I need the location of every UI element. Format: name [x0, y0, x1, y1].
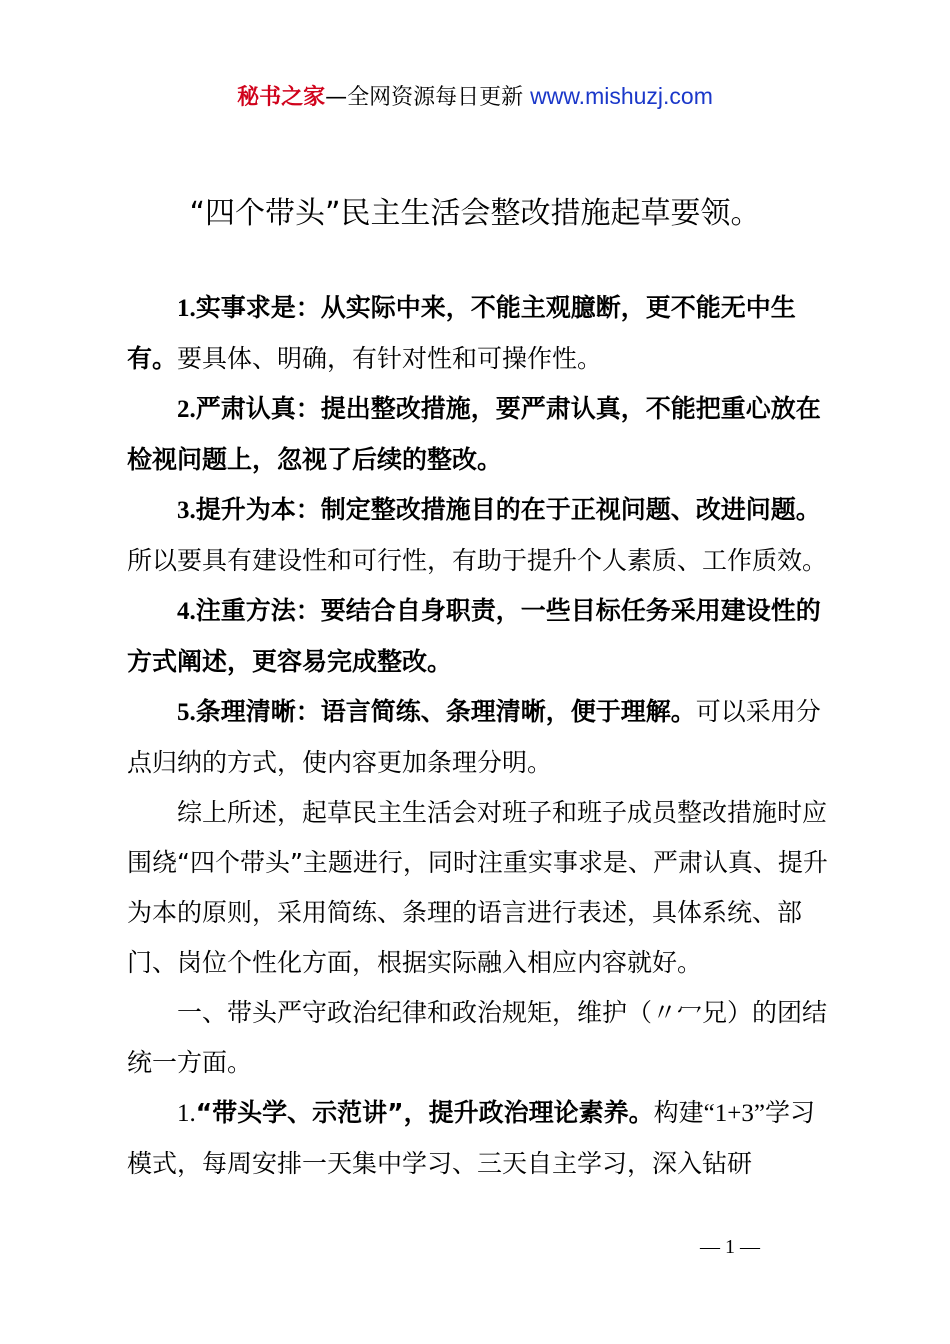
- point-heading: 注重方法：要结合自身职责，一些目标任务采用建设性的方式阐述，更容易完成整改。: [127, 596, 821, 676]
- section-heading: 一、带头严守政治纪律和政治规矩，维护（〃冖兄）的团结统一方面。: [127, 998, 828, 1077]
- site-tagline: —全网资源每日更新: [325, 85, 531, 110]
- item-model-label: “1+3”: [703, 1100, 765, 1127]
- document-title: “四个带头”民主生活会整改措施起草要领。: [189, 196, 761, 231]
- point-text: 要具体、明确，有针对性和可操作性。: [177, 344, 603, 373]
- site-header: [0, 80, 950, 111]
- document-body: [127, 283, 839, 1189]
- item-text: 学习模式，每周安排一天集中学习、三天自主学习，深入钻研: [127, 1098, 815, 1178]
- point-number: 5.: [177, 699, 196, 726]
- site-url-link[interactable]: www.mishuzj.com: [530, 83, 713, 109]
- item-number: 1.: [177, 1100, 196, 1127]
- point-paragraph: [127, 586, 839, 687]
- point-number: 3.: [177, 497, 196, 524]
- point-heading: 实事求是：从实际中来，不能主观臆断，更不能无中生有。: [127, 293, 796, 373]
- point-heading: 提升为本：制定整改措施目的在于正视问题、改进问题。: [195, 495, 821, 524]
- point-heading: 严肃认真：提出整改措施，要严肃认真，不能把重心放在检视问题上，忽视了后续的整改。: [127, 394, 821, 474]
- summary-paragraph: 综上所述，起草民主生活会对班子和班子成员整改措施时应围绕“四个带头”主题进行，同时注重实事求是、严肃认真、提升为本的原则，采用简练、条理的语言进行表述，具体系统、部门、岗位个性化方面，根据实际融入相应内容就好。: [127, 798, 828, 977]
- point-text: 所以要具有建设性和可行性，有助于提升个人素质、工作质效。: [127, 546, 828, 575]
- item-heading: “带头学、示范讲”，提升政治理论素养。: [195, 1098, 654, 1127]
- item-paragraph: [127, 1088, 839, 1189]
- point-number: 2.: [177, 396, 196, 423]
- point-heading: 条理清晰：语言简练、条理清晰，便于理解。: [195, 697, 696, 726]
- point-text: 可以采用分点归纳的方式，使内容更加条理分明。: [127, 697, 821, 777]
- point-paragraph: [127, 687, 839, 788]
- page-number: — 1 —: [700, 1236, 760, 1258]
- item-text: 构建: [653, 1098, 704, 1127]
- point-number: 4.: [177, 598, 196, 625]
- site-brand: 秘书之家: [237, 85, 326, 110]
- point-paragraph: [127, 384, 839, 485]
- point-paragraph: [127, 283, 839, 384]
- point-number: 1.: [177, 295, 196, 322]
- point-paragraph: [127, 485, 839, 586]
